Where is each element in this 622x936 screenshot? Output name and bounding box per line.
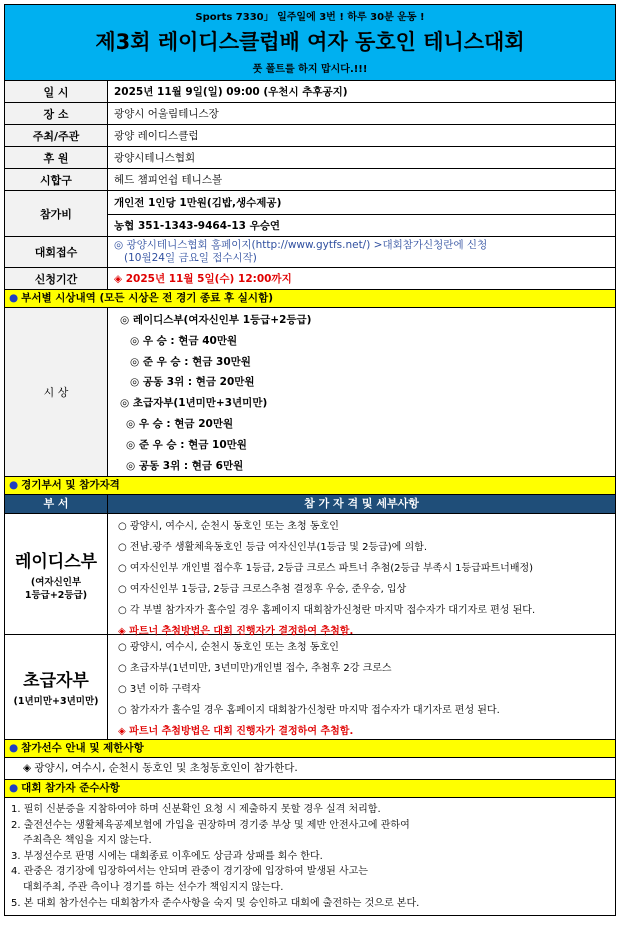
divisions-section-header: [5, 477, 615, 495]
bullet-dot-icon: ●: [9, 782, 19, 794]
info-row-host: [5, 125, 615, 147]
fee-label: 참가비: [5, 191, 108, 236]
venue-label: 장 소: [5, 103, 108, 124]
division-ladies-label: [5, 514, 108, 634]
list-item: ○ 참가자가 홀수일 경우 홈페이지 대회참가신청란 마지막 접수자가 대기자로 편성 된다.: [118, 705, 500, 716]
award-line: ◎ 준 우 승 : 현금 10만원: [126, 438, 247, 451]
awards-section-header: [5, 290, 615, 308]
info-row-fee: [5, 191, 615, 237]
rules-section-header: [5, 780, 615, 798]
rule-line: 3. 부정선수로 판명 시에는 대회종료 이후에도 상금과 상패를 회수 한다.: [11, 850, 323, 862]
division-ladies-sub: [25, 576, 87, 602]
subtitle: 풋 폴트를 하지 맙시다.!!!: [252, 64, 368, 75]
banner: [5, 5, 615, 81]
rule-line: 4. 관중은 경기장에 입장하여서는 안되며 관중이 경기장에 입장하여 발생된 사고는: [11, 866, 368, 878]
award-line: ◎ 공동 3위 : 현금 6만원: [126, 459, 244, 472]
bullet-dot-icon: ●: [9, 479, 19, 491]
sponsor-value: 광양시테니스협회: [114, 152, 196, 164]
limits-section-header: [5, 740, 615, 758]
limits-text: ◈ 광양시, 여수시, 순천시 동호인 및 초청동호인이 참가한다.: [5, 758, 615, 780]
info-row-registration: [5, 237, 615, 268]
award-line: ◎ 공동 3위 : 현금 20만원: [130, 376, 255, 389]
info-row-period: [5, 268, 615, 290]
list-item: ○ 여자신인부 개인별 접수후 1등급, 2등급 크로스 파트너 추첨(2등급 부족시 1등급파트너배정): [118, 563, 534, 574]
list-item: ○ 여자신인부 1등급, 2등급 크로스추첨 결정후 우승, 준우승, 입상: [118, 584, 407, 595]
period-value: ◈ 2025년 11월 5일(수) 12:00까지: [114, 273, 292, 285]
divisions-section-title: 경기부서 및 참가자격: [21, 479, 120, 491]
list-item: ○ 전남.광주 생활체육동호인 등급 여자신인부(1등급 및 2등급)에 의함.: [118, 542, 428, 553]
division-ladies-sub2: 1등급+2등급): [24, 589, 88, 601]
award-line: ◎ 준 우 승 : 현금 30만원: [130, 355, 251, 368]
award-line: ◎ 레이디스부(여자신인부 1등급+2등급): [120, 314, 312, 326]
registration-start: (10월24일 금요일 접수시작): [124, 252, 257, 264]
division-beginner: [5, 635, 615, 740]
rules-list: [5, 798, 615, 915]
division-ladies-items: [108, 514, 615, 637]
host-value: 광양 레이디스클럽: [114, 130, 199, 142]
date-value: 2025년 11월 9일(일) 09:00 (우천시 추후공지): [114, 86, 348, 98]
awards-row: [5, 308, 615, 477]
host-label: 주최/주관: [5, 125, 108, 146]
ball-value: 헤드 챔피언쉽 테니스볼: [114, 174, 223, 186]
award-line: ◎ 우 승 : 현금 40만원: [130, 334, 238, 347]
info-row-ball: [5, 169, 615, 191]
sponsor-label: 후 원: [5, 147, 108, 168]
list-item: ○ 각 부별 참가자가 홀수일 경우 홈페이지 대회참가신청란 마지막 접수자가 대기자로 편성 된다.: [118, 605, 536, 616]
limits-section-title: 참가선수 안내 및 제한사항: [21, 742, 144, 754]
list-item: ○ 3년 이하 구력자: [118, 684, 201, 695]
info-row-venue: [5, 103, 615, 125]
qualification-column-header: 참 가 자 격 및 세부사항: [304, 497, 419, 510]
bullet-dot-icon: ●: [9, 742, 19, 754]
rule-line: 1. 필히 신분증을 지참하여야 하며 신분확인 요청 시 제출하지 못할 경우 실격 처리함.: [11, 804, 381, 815]
slogan: Sports 7330」 일주일에 3번 ! 하루 30분 운동 !: [195, 12, 425, 23]
rule-line: 대회주최, 주관 측이나 경기를 하는 선수가 책임지지 않는다.: [23, 881, 284, 893]
bullet-dot-icon: ●: [9, 292, 19, 304]
division-beginner-label: [5, 635, 108, 739]
venue-value: 광양시 어울림테니스장: [114, 108, 219, 120]
division-beginner-sub: (1년미만+3년미만): [13, 696, 99, 707]
partner-note: ◈ 파트너 추첨방법은 대회 진행자가 결정하여 추첨함.: [118, 626, 354, 637]
info-row-sponsor: [5, 147, 615, 169]
awards-list: [108, 308, 615, 476]
registration-label: 대회접수: [5, 237, 108, 267]
rule-line: 5. 본 대회 참가선수는 대회참가자 준수사항을 숙지 및 승인하고 대회에 출전하는 것으로 본다.: [11, 897, 420, 909]
page-title: 제3회 레이디스클럽배 여자 동호인 테니스대회: [95, 30, 525, 54]
division-ladies-name: 레이디스부: [14, 551, 98, 572]
divisions-table-header: [5, 495, 615, 514]
date-label: 일 시: [5, 81, 108, 102]
division-beginner-items: [108, 635, 615, 739]
rule-line: 주최측은 책임을 지지 않는다.: [23, 835, 152, 847]
partner-note: ◈ 파트너 추첨방법은 대회 진행자가 결정하여 추첨함.: [118, 726, 354, 737]
award-line: ◎ 우 승 : 현금 20만원: [126, 417, 234, 430]
period-label: 신청기간: [5, 268, 108, 289]
ball-label: 시합구: [5, 169, 108, 190]
division-ladies-sub1: (여자신인부: [30, 576, 82, 588]
list-item: ○ 광양시, 여수시, 순천시 동호인 또는 초청 동호인: [118, 521, 339, 532]
list-item: ○ 초급자부(1년미만, 3년미만)개인별 접수, 추첨후 2강 크로스: [118, 663, 392, 674]
fee-line-2: 농협 351-1343-9464-13 우승연: [108, 214, 615, 236]
tournament-notice: [4, 4, 616, 916]
division-column-header: 부 서: [5, 495, 108, 513]
division-beginner-name: 초급자부: [23, 671, 89, 691]
registration-value: [108, 237, 615, 267]
division-ladies: [5, 514, 615, 635]
rules-section-title: 대회 참가자 준수사항: [21, 782, 120, 794]
awards-section-title: 부서별 시상내역 (모든 시상은 전 경기 종료 후 실시함): [21, 292, 274, 304]
fee-value: [108, 191, 615, 236]
awards-label: 시 상: [5, 308, 108, 476]
fee-line-1: 개인전 1인당 1만원(김밥,생수제공): [114, 196, 282, 209]
info-row-date: [5, 81, 615, 103]
rule-line: 2. 출전선수는 생활체육공제보험에 가입을 권장하며 경기중 부상 및 제반 안전사고에 관하여: [11, 819, 410, 831]
list-item: ○ 광양시, 여수시, 순천시 동호인 또는 초청 동호인: [118, 642, 339, 653]
registration-link[interactable]: ◎ 광양시테니스협회 홈페이지(http://www.gytfs.net/) >대회참가신청란에 신청: [114, 239, 488, 251]
award-line: ◎ 초급자부(1년미만+3년미만): [120, 397, 268, 410]
